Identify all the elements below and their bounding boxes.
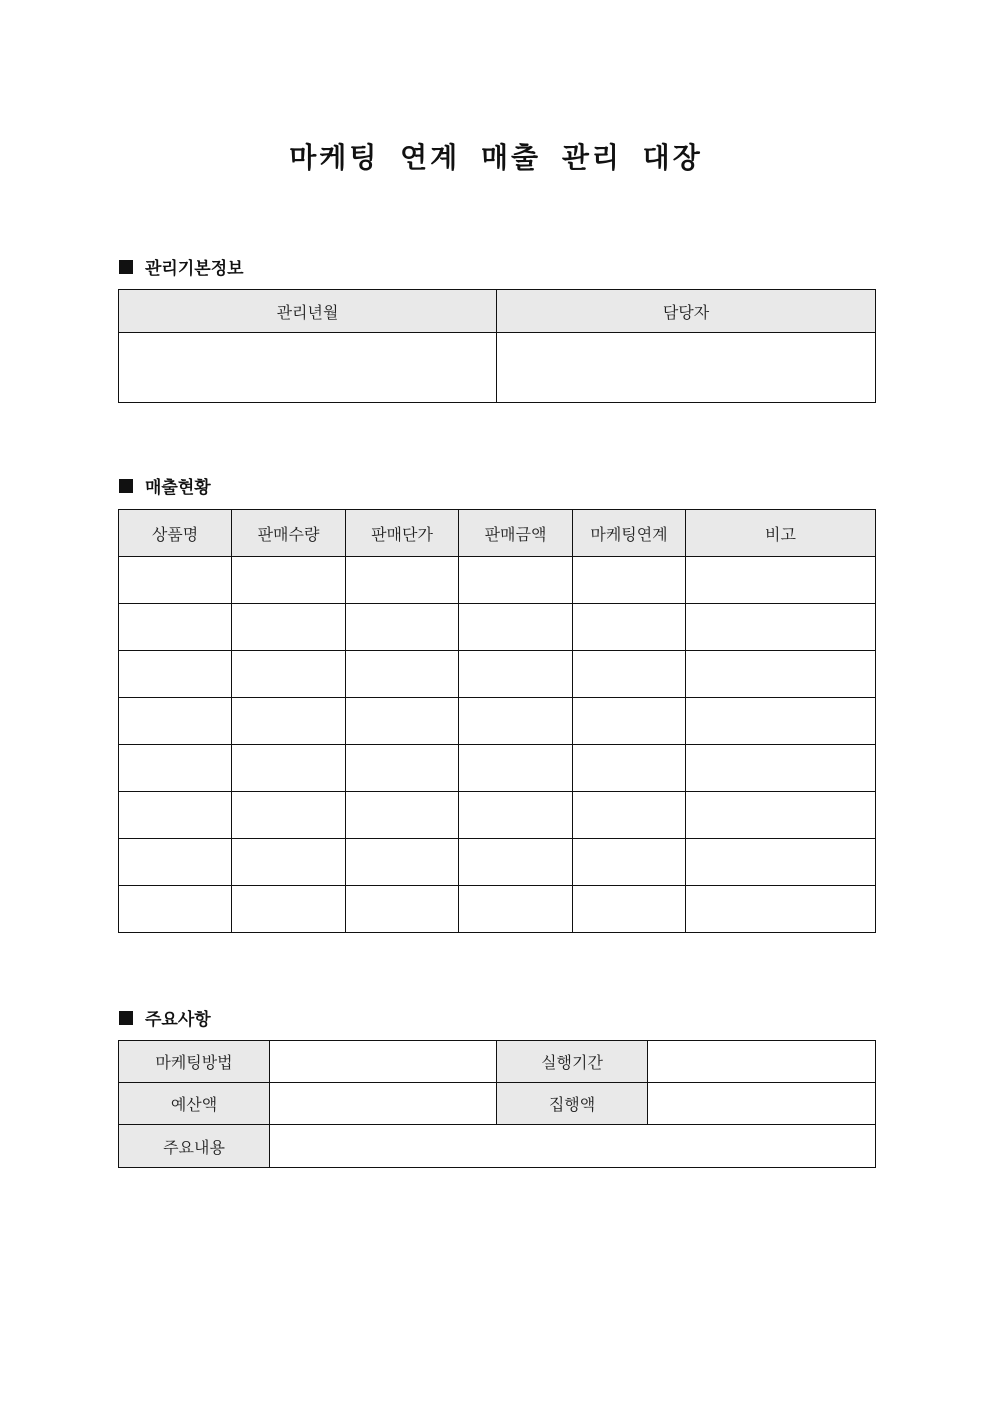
label-budget: 예산액 xyxy=(119,1083,270,1125)
remarks-cell[interactable] xyxy=(686,745,876,792)
sales-amount-cell[interactable] xyxy=(459,651,573,698)
table-row xyxy=(119,839,876,886)
label-main-content: 주요내용 xyxy=(119,1125,270,1168)
label-execution-period: 실행기간 xyxy=(497,1041,648,1083)
marketing-link-cell[interactable] xyxy=(573,557,686,604)
management-month-field[interactable] xyxy=(119,333,497,403)
table-row xyxy=(119,651,876,698)
label-marketing-method: 마케팅방법 xyxy=(119,1041,270,1083)
table-row xyxy=(119,604,876,651)
header-marketing-link: 마케팅연계 xyxy=(573,510,686,557)
table-row xyxy=(119,886,876,933)
product-name-cell[interactable] xyxy=(119,839,232,886)
section-heading-basic-info xyxy=(119,254,244,279)
sales-amount-cell[interactable] xyxy=(459,745,573,792)
square-bullet-icon xyxy=(119,260,133,274)
header-sales-quantity: 판매수량 xyxy=(232,510,346,557)
manager-field[interactable] xyxy=(497,333,876,403)
unit-price-cell[interactable] xyxy=(346,557,459,604)
table-row xyxy=(119,557,876,604)
unit-price-cell[interactable] xyxy=(346,792,459,839)
product-name-cell[interactable] xyxy=(119,792,232,839)
sales-quantity-cell[interactable] xyxy=(232,698,346,745)
sales-quantity-cell[interactable] xyxy=(232,792,346,839)
spent-amount-field[interactable] xyxy=(648,1083,876,1125)
remarks-cell[interactable] xyxy=(686,557,876,604)
sales-table xyxy=(118,509,876,933)
header-manager: 담당자 xyxy=(497,290,876,333)
marketing-method-field[interactable] xyxy=(270,1041,497,1083)
product-name-cell[interactable] xyxy=(119,886,232,933)
unit-price-cell[interactable] xyxy=(346,745,459,792)
sales-quantity-cell[interactable] xyxy=(232,557,346,604)
sales-amount-cell[interactable] xyxy=(459,698,573,745)
product-name-cell[interactable] xyxy=(119,604,232,651)
remarks-cell[interactable] xyxy=(686,698,876,745)
table-row xyxy=(119,698,876,745)
sales-quantity-cell[interactable] xyxy=(232,745,346,792)
marketing-link-cell[interactable] xyxy=(573,886,686,933)
unit-price-cell[interactable] xyxy=(346,839,459,886)
table-row xyxy=(119,745,876,792)
header-sales-amount: 판매금액 xyxy=(459,510,573,557)
marketing-link-cell[interactable] xyxy=(573,745,686,792)
square-bullet-icon xyxy=(119,1011,133,1025)
product-name-cell[interactable] xyxy=(119,745,232,792)
sales-amount-cell[interactable] xyxy=(459,557,573,604)
unit-price-cell[interactable] xyxy=(346,698,459,745)
marketing-link-cell[interactable] xyxy=(573,839,686,886)
marketing-link-cell[interactable] xyxy=(573,792,686,839)
remarks-cell[interactable] xyxy=(686,604,876,651)
sales-amount-cell[interactable] xyxy=(459,886,573,933)
sales-quantity-cell[interactable] xyxy=(232,886,346,933)
remarks-cell[interactable] xyxy=(686,651,876,698)
section-heading-label: 주요사항 xyxy=(145,1010,211,1030)
unit-price-cell[interactable] xyxy=(346,604,459,651)
section-heading-label: 매출현황 xyxy=(145,478,211,498)
unit-price-cell[interactable] xyxy=(346,651,459,698)
unit-price-cell[interactable] xyxy=(346,886,459,933)
marketing-link-cell[interactable] xyxy=(573,651,686,698)
main-content-field[interactable] xyxy=(270,1125,876,1168)
remarks-cell[interactable] xyxy=(686,792,876,839)
execution-period-field[interactable] xyxy=(648,1041,876,1083)
product-name-cell[interactable] xyxy=(119,557,232,604)
section-heading-label: 관리기본정보 xyxy=(145,259,244,279)
sales-quantity-cell[interactable] xyxy=(232,839,346,886)
remarks-cell[interactable] xyxy=(686,886,876,933)
sales-quantity-cell[interactable] xyxy=(232,651,346,698)
marketing-link-cell[interactable] xyxy=(573,698,686,745)
header-product-name: 상품명 xyxy=(119,510,232,557)
sales-amount-cell[interactable] xyxy=(459,839,573,886)
header-management-month: 관리년월 xyxy=(119,290,497,333)
table-row xyxy=(119,792,876,839)
key-matters-table xyxy=(118,1040,876,1168)
sales-amount-cell[interactable] xyxy=(459,792,573,839)
product-name-cell[interactable] xyxy=(119,698,232,745)
product-name-cell[interactable] xyxy=(119,651,232,698)
square-bullet-icon xyxy=(119,479,133,493)
header-remarks: 비고 xyxy=(686,510,876,557)
marketing-link-cell[interactable] xyxy=(573,604,686,651)
sales-amount-cell[interactable] xyxy=(459,604,573,651)
section-heading-key-matters xyxy=(119,1005,211,1030)
remarks-cell[interactable] xyxy=(686,839,876,886)
sales-quantity-cell[interactable] xyxy=(232,604,346,651)
budget-field[interactable] xyxy=(270,1083,497,1125)
header-unit-price: 판매단가 xyxy=(346,510,459,557)
label-spent-amount: 집행액 xyxy=(497,1083,648,1125)
section-heading-sales-status xyxy=(119,473,211,498)
page-title: 마케팅 연계 매출 관리 대장 xyxy=(289,141,703,174)
basic-info-table xyxy=(118,289,876,403)
